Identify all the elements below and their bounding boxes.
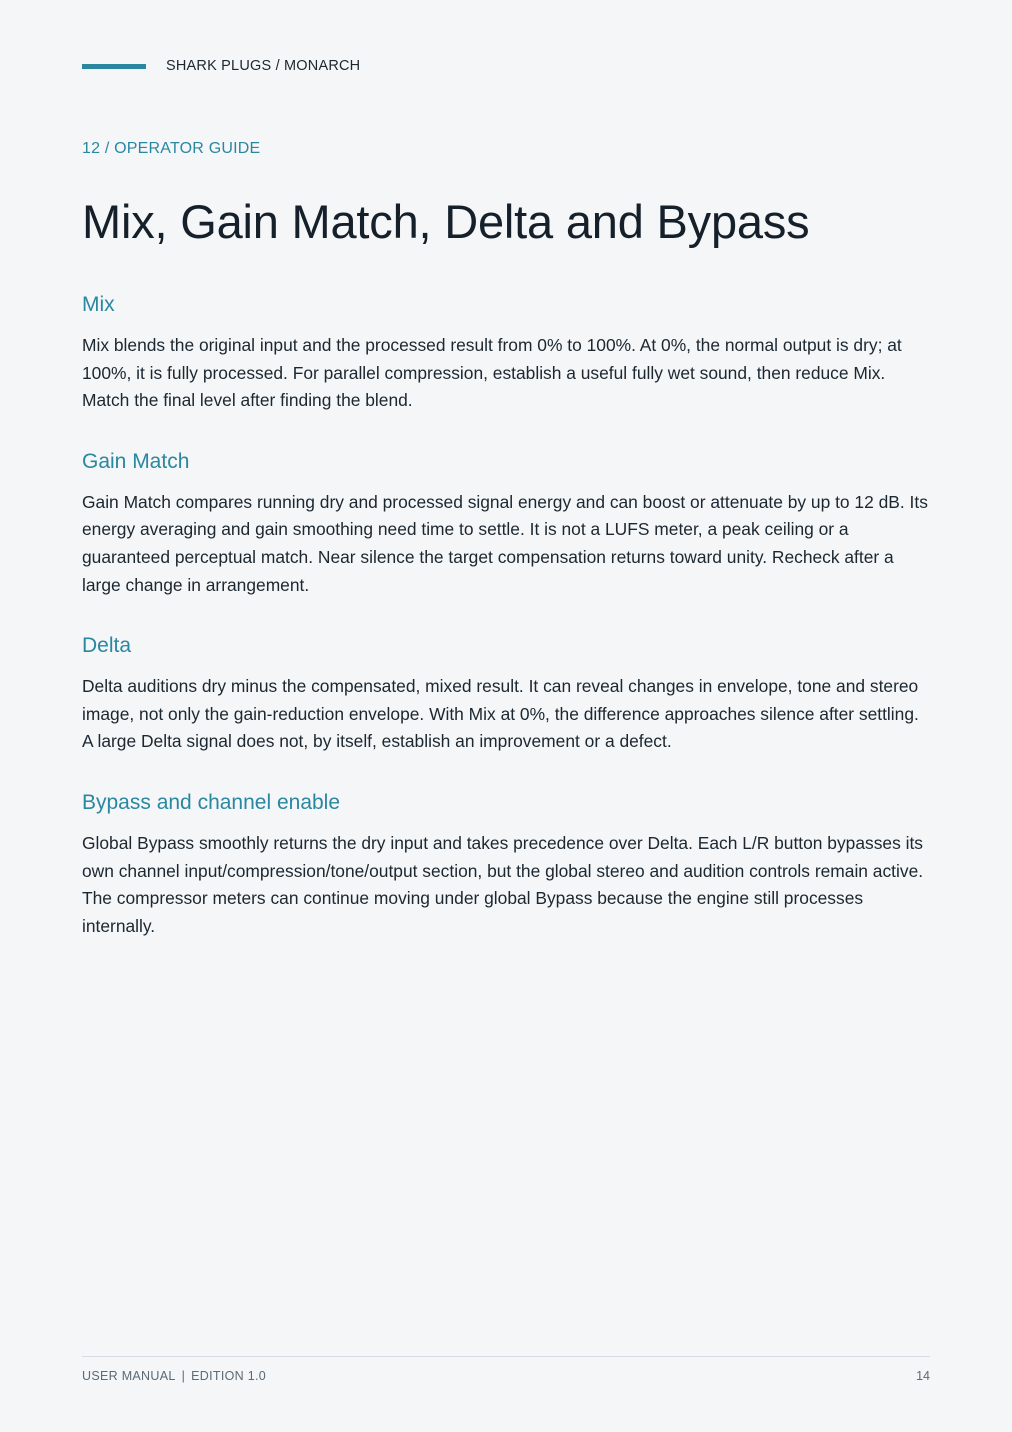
section-heading: Mix [82,293,115,316]
header-accent-rule [82,64,146,69]
footer-separator: | [181,1369,186,1383]
section-body: Global Bypass smoothly returns the dry input and takes precedence over Delta. Each L/R button bypasses its own channel input/compression/tone/output section, but the global stereo and audition controls remain active. The compressor meters can continue moving under global Bypass because the engine still processes internally. [82,832,924,936]
section-heading: Gain Match [82,449,190,473]
manual-page [82,0,930,1432]
footer-edition: EDITION 1.0 [191,1369,267,1383]
section-gain-match [82,447,930,599]
section-mix [82,290,930,415]
page-header [82,58,360,74]
header-brand: SHARK PLUGS / MONARCH [166,58,361,74]
footer-manual-label: USER MANUAL [82,1369,176,1383]
section-bypass [82,788,930,940]
page-number: 14 [916,1369,930,1383]
section-delta [82,631,930,756]
section-body: Gain Match compares running dry and processed signal energy and can boost or attenuate by up to 12 dB. Its energy averaging and gain smoothing need time to settle. It is not a LUFS meter, a peak ceiling or a guaranteed perceptual match. Near silence the target compensation returns toward unity. Recheck after a large change in arrangement. [82,491,928,595]
page-content [82,290,930,972]
section-heading: Delta [82,634,132,658]
section-body: Mix blends the original input and the processed result from 0% to 100%. At 0%, the normal output is dry; at 100%, it is fully processed. For parallel compression, establish a useful fully wet sound, then reduce Mix. Match the final level after finding the blend. [82,335,902,411]
footer-edition-info [82,1369,266,1383]
section-body: Delta auditions dry minus the compensated, mixed result. It can reveal changes in envelope, tone and stereo image, not only the gain-reduction envelope. With Mix at 0%, the difference approaches silence after settling. A large Delta signal does not, by itself, establish an improvement or a defect. [82,676,919,752]
section-heading: Bypass and channel enable [82,790,341,814]
page-title: Mix, Gain Match, Delta and Bypass [82,195,810,248]
chapter-kicker: 12 / OPERATOR GUIDE [82,140,261,157]
page-footer [82,1356,930,1383]
